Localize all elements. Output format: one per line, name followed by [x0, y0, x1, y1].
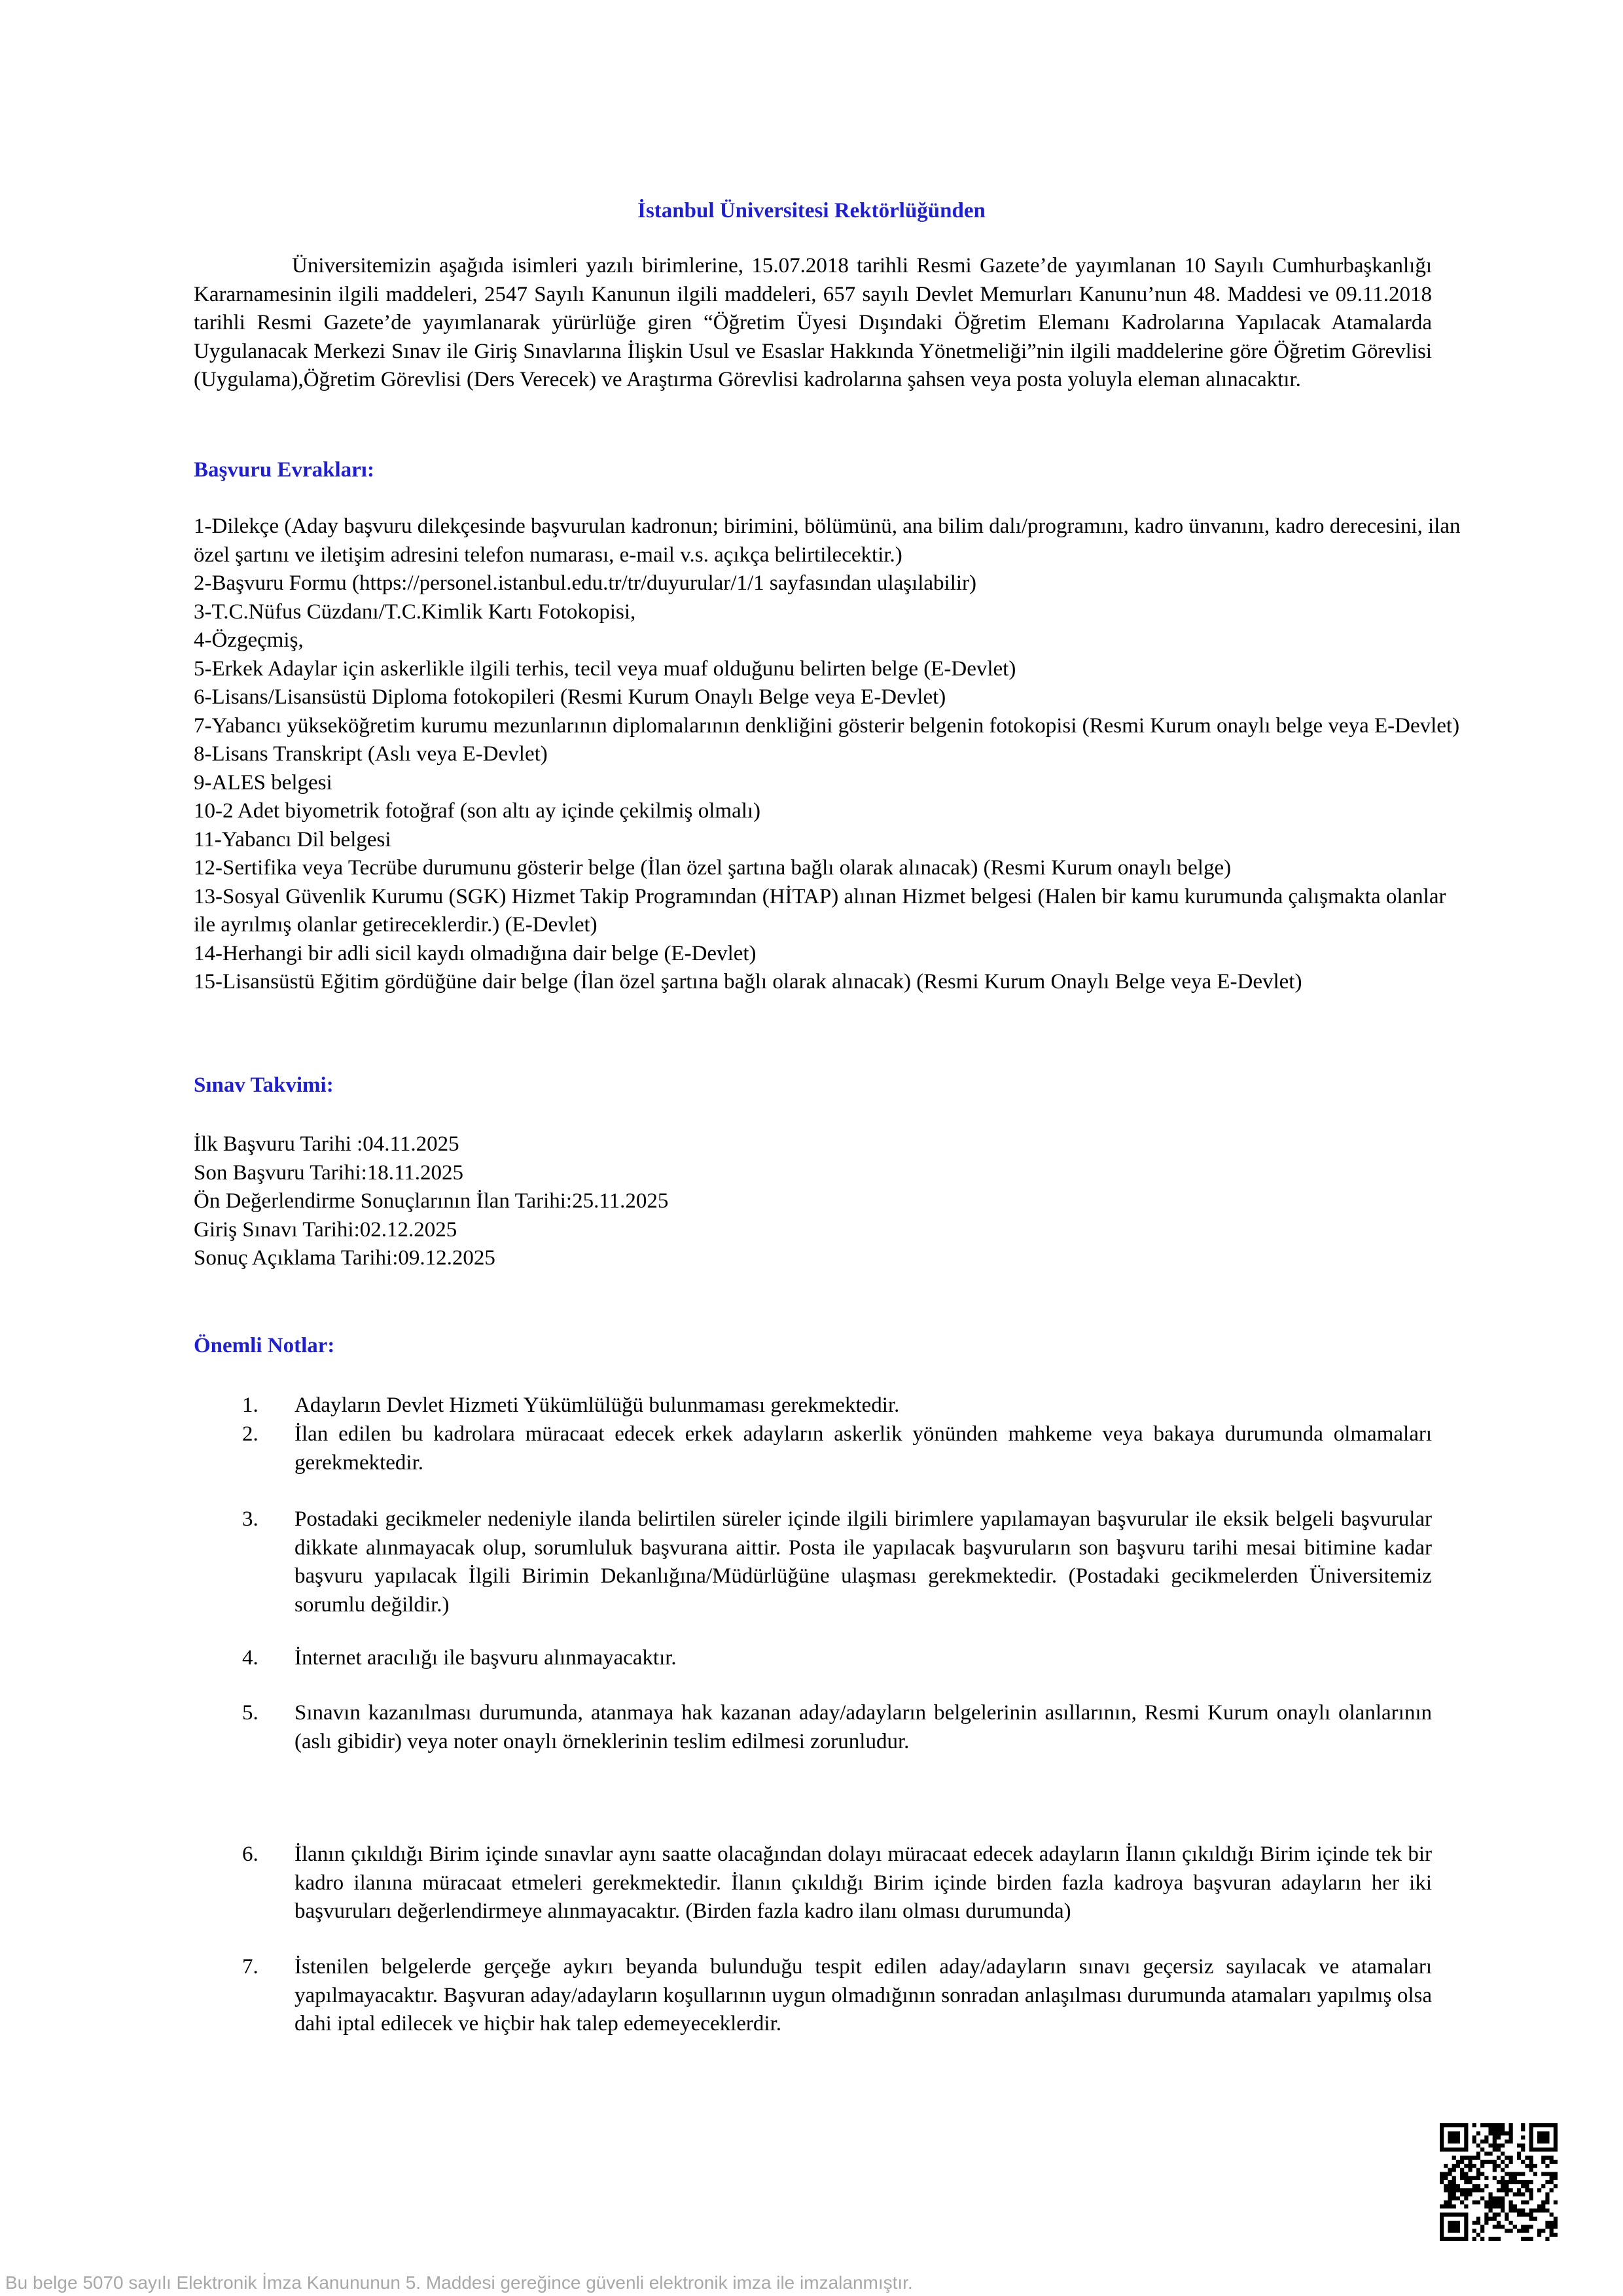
note-number: 3.: [242, 1507, 259, 1531]
document-item: 15-Lisansüstü Eğitim gördüğüne dair belge (İlan özel şartına bağlı olarak alınacak) (Resmi Kurum Onaylı Belge veya E-Devlet): [194, 970, 1302, 994]
document-item: 11-Yabancı Dil belgesi: [194, 827, 391, 852]
note-text: Postadaki gecikmeler nedeniyle ilanda belirtilen süreler içinde ilgili birimlere yapılamayan başvurular ile eksik belgeli başvurular dikkate alınmayacak olup, sorumluluk başvurana aittir. Posta ile yapılacak başvuruların son başvuru tarihi mesai bitimine kadar başvuru yapılacak İlgili Birimin Dekanlığına/Müdürlüğüne ulaşması gerekmektedir. (Postadaki gecikmelerden Üniversitemiz sorumlu değildir.): [294, 1507, 1432, 1617]
note-item: [242, 1420, 1432, 1477]
document-item: 8-Lisans Transkript (Aslı veya E-Devlet): [194, 742, 548, 766]
intro-paragraph: [194, 252, 1432, 395]
note-text: Sınavın kazanılması durumunda, atanmaya hak kazanan aday/adayların belgelerinin asıllarının, Resmi Kurum onaylı olanlarının (aslı gibidir) veya noter onaylı örneklerinin teslim edilmesi zorunludur.: [294, 1701, 1432, 1753]
document-item: 9-ALES belgesi: [194, 770, 332, 795]
note-number: 2.: [242, 1422, 259, 1446]
note-item: [242, 1505, 1432, 1619]
schedule-list: [194, 1130, 1175, 1273]
schedule-item: İlk Başvuru Tarihi :04.11.2025: [194, 1132, 459, 1156]
note-number: 4.: [242, 1646, 259, 1670]
document-item: 4-Özgeçmiş,: [194, 628, 304, 652]
document-item: 12-Sertifika veya Tecrübe durumunu gösterir belge (İlan özel şartına bağlı olarak alınacak) (Resmi Kurum onaylı belge): [194, 856, 1232, 880]
note-item: [242, 1644, 1432, 1673]
qr-finder-pattern: [1440, 2123, 1468, 2151]
qr-finder-pattern: [1529, 2123, 1558, 2151]
note-item: [242, 1391, 1432, 1420]
note-item: [242, 1953, 1432, 2039]
qr-finder-pattern: [1440, 2213, 1468, 2241]
note-number: 6.: [242, 1842, 259, 1866]
document-item: 1-Dilekçe (Aday başvuru dilekçesinde başvurulan kadronun; birimini, bölümünü, ana bilim dalı/programını, kadro ünvanını, kadro derecesini, ilan özel şartını ve iletişim adresini telefon numarası, e-mail v.s. açıkça belirtilecektir.): [194, 514, 1461, 567]
document-item: 7-Yabancı yükseköğretim kurumu mezunlarının diplomalarının denkliğini gösterir belgenin fotokopisi (Resmi Kurum onaylı belge veya E-Devlet): [194, 713, 1460, 738]
document-item: 14-Herhangi bir adli sicil kaydı olmadığına dair belge (E-Devlet): [194, 941, 757, 965]
schedule-item: Son Başvuru Tarihi:18.11.2025: [194, 1160, 464, 1185]
documents-list: [194, 512, 1470, 997]
document-item: 10-2 Adet biyometrik fotoğraf (son altı ay içinde çekilmiş olmalı): [194, 799, 761, 823]
note-number: 7.: [242, 1955, 259, 1979]
qr-code: [1440, 2123, 1558, 2241]
document-item: 3-T.C.Nüfus Cüzdanı/T.C.Kimlik Kartı Fotokopisi,: [194, 600, 636, 624]
document-title: İstanbul Üniversitesi Rektörlüğünden: [637, 199, 986, 223]
note-text: İlanın çıkıldığı Birim içinde sınavlar aynı saatte olacağından dolayı müracaat edecek adayların İlanın çıkıldığı Birim içinde tek bir kadro ilanına müracaat etmeleri gerekmektedir. İlanın çıkıldığı Birim içinde birden fazla kadroya başvuran adayların her iki başvuruları değerlendirmeye alınmayacaktır. (Birden fazla kadro ilanı olması durumunda): [294, 1842, 1432, 1923]
schedule-heading: Sınav Takvimi:: [194, 1073, 334, 1097]
schedule-item: Ön Değerlendirme Sonuçlarının İlan Tarihi:25.11.2025: [194, 1189, 669, 1213]
note-text: İnternet aracılığı ile başvuru alınmayacaktır.: [294, 1646, 677, 1670]
note-item: [242, 1840, 1432, 1926]
documents-heading: Başvuru Evrakları:: [194, 458, 374, 482]
schedule-item: Sonuç Açıklama Tarihi:09.12.2025: [194, 1246, 495, 1270]
document-item: 5-Erkek Adaylar için askerlikle ilgili terhis, tecil veya muaf olduğunu belirten belge (E-Devlet): [194, 656, 1016, 681]
schedule-item: Giriş Sınavı Tarihi:02.12.2025: [194, 1217, 457, 1242]
document-item: 2-Başvuru Formu (https://personel.istanbul.edu.tr/tr/duyurular/1/1 sayfasından ulaşılabilir): [194, 571, 977, 595]
note-number: 5.: [242, 1701, 259, 1725]
note-text: İlan edilen bu kadrolara müracaat edecek erkek adayların askerlik yönünden mahkeme veya bakaya durumunda olmamaları gerekmektedir.: [294, 1422, 1432, 1475]
document-item: 13-Sosyal Güvenlik Kurumu (SGK) Hizmet Takip Programından (HİTAP) alınan Hizmet belgesi (Halen bir kamu kurumunda çalışmakta olanlar ile ayrılmış olanlar getireceklerdir.) (E-Devlet): [194, 884, 1446, 937]
note-number: 1.: [242, 1393, 259, 1417]
notes-heading: Önemli Notlar:: [194, 1334, 335, 1357]
document-item: 6-Lisans/Lisansüstü Diploma fotokopileri (Resmi Kurum Onaylı Belge veya E-Devlet): [194, 685, 946, 709]
e-signature-footer: Bu belge 5070 sayılı Elektronik İmza Kanununun 5. Maddesi gereğince güvenli elektronik imza ile imzalanmıştır.: [5, 2272, 913, 2293]
note-text: Adayların Devlet Hizmeti Yükümlülüğü bulunmaması gerekmektedir.: [294, 1393, 900, 1417]
note-item: [242, 1699, 1432, 1756]
note-text: İstenilen belgelerde gerçeğe aykırı beyanda bulunduğu tespit edilen aday/adayların sınavı geçersiz sayılacak ve atamaları yapılmayacaktır. Başvuran aday/adayların koşullarının uygun olmadığının sonradan anlaşılması durumunda atamaları yapılmış olsa dahi iptal edilecek ve hiçbir hak talep edemeyeceklerdir.: [294, 1955, 1432, 2036]
intro-text: Üniversitemizin aşağıda isimleri yazılı birimlerine, 15.07.2018 tarihli Resmi Gazete’de yayımlanan 10 Sayılı Cumhurbaşkanlığı Kararnamesinin ilgili maddeleri, 2547 Sayılı Kanunun ilgili maddeleri, 657 sayılı Devlet Memurları Kanunu’nun 48. Maddesi ve 09.11.2018 tarihli Resmi Gazete’de yayımlanarak yürürlüğe giren “Öğretim Üyesi Dışındaki Öğretim Elemanı Kadrolarına Yapılacak Atamalarda Uygulanacak Merkezi Sınav ile Giriş Sınavlarına İlişkin Usul ve Esaslar Hakkında Yönetmeliği”nin ilgili maddelerine göre Öğretim Görevlisi (Uygulama),Öğretim Görevlisi (Ders Verecek) ve Araştırma Görevlisi kadrolarına şahsen veya posta yoluyla eleman alınacaktır.: [194, 254, 1432, 391]
